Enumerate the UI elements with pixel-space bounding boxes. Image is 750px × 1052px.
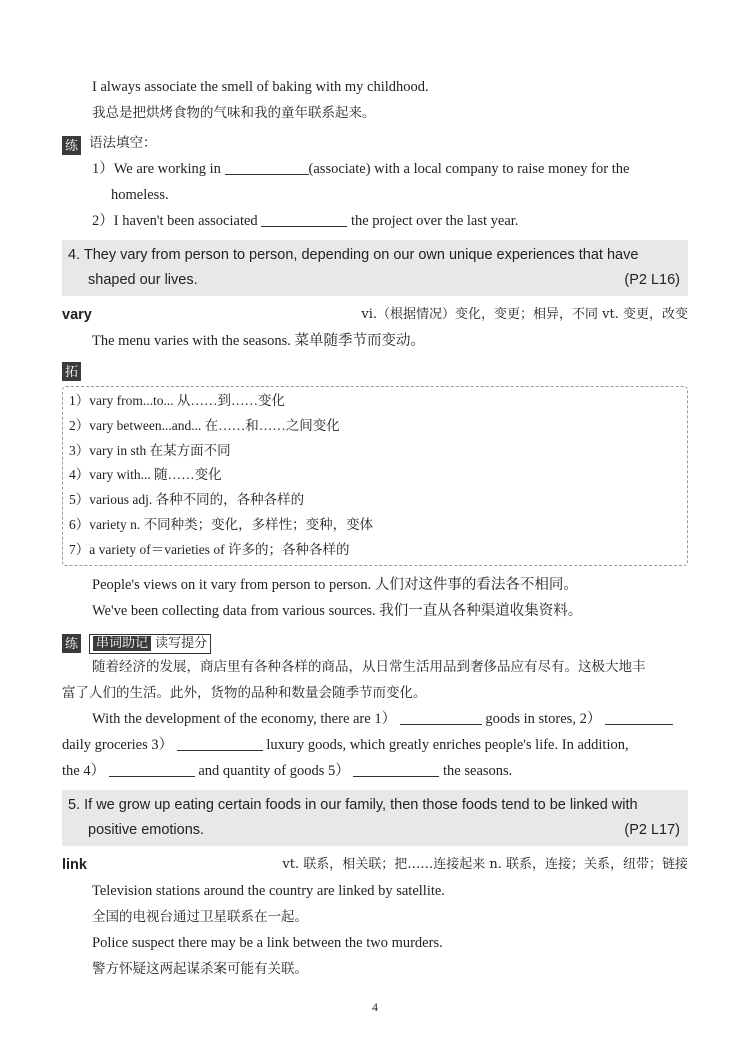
page-content [62, 74, 688, 982]
mnemonic-badge [89, 634, 211, 654]
expand-item: 5）various adj. 各种不同的，各种各样的 [69, 492, 305, 508]
passage-text: With the development of the economy, there are 1） [92, 710, 397, 727]
key-sentence-line: positive emotions. [88, 821, 205, 838]
expand-item: 1）vary from...to... 从……到……变化 [69, 393, 285, 408]
vocab-example: 全国的电视台通过卫星联系在一起。 [92, 908, 308, 925]
practice-header [62, 130, 688, 156]
expand-item: 4）vary with... 随……变化 [69, 467, 222, 483]
question-1 [62, 156, 688, 182]
practice-tag: 练 [62, 634, 81, 653]
expand-item: 6）variety n. 不同种类；变化，多样性；变种，变体 [69, 516, 374, 532]
passage-text: the seasons. [443, 762, 513, 779]
passage-text: goods in stores, 2） [485, 710, 602, 727]
answer-blank[interactable] [109, 762, 195, 777]
passage-en [62, 758, 688, 784]
vocab-entry-link [62, 852, 688, 878]
example-sentence-zh: 我总是把烘烤食物的气味和我的童年联系起来。 [92, 105, 376, 121]
reference: (P2 L17) [624, 821, 680, 838]
passage-zh: 随着经济的发展，商店里有各种各样的商品，从日常生活用品到奢侈品应有尽有。这极大地丰 [92, 658, 646, 675]
practice-tag: 练 [62, 136, 81, 155]
expand-tag: 拓 [62, 362, 81, 381]
vary-example: People's views on it vary from person to person. 人们对这件事的看法各不相同。 [92, 576, 578, 593]
key-sentence-4 [62, 240, 688, 296]
vocab-definition: vt. 联系，相关联；把……连接起来 n. 联系，连接；关系，纽带；链接 [282, 856, 688, 872]
vocab-word: link [62, 856, 87, 873]
question-text: (associate) with a local company to raise money for the [308, 161, 630, 177]
passage-text: and quantity of goods 5） [198, 762, 350, 779]
vocab-example: Television stations around the country are linked by satellite. [92, 882, 445, 899]
answer-blank[interactable] [605, 710, 673, 725]
question-1-continued: homeless. [111, 187, 169, 203]
expand-header [62, 356, 688, 382]
vocab-example: The menu varies with the seasons. 菜单随季节而变动。 [92, 333, 426, 349]
key-sentence-line: 4. They vary from person to person, depending on our own unique experiences that have [68, 247, 639, 263]
passage-text: the 4） [62, 762, 106, 779]
passage-text: luxury goods, which greatly enriches people's life. In addition, [266, 736, 629, 753]
answer-blank[interactable] [177, 736, 263, 751]
question-text: We are working in [113, 161, 221, 177]
vary-example: We've been collecting data from various sources. 我们一直从各种渠道收集资料。 [92, 602, 583, 619]
key-sentence-line: 5. If we grow up eating certain foods in our family, then those foods tend to be linked with [68, 796, 638, 813]
vocab-entry-vary [62, 302, 688, 328]
passage-en [62, 732, 688, 758]
mnemonic-label: 串词助记 [93, 636, 151, 651]
expand-item: 2）vary between...and... 在……和……之间变化 [69, 417, 340, 433]
vocab-example: Police suspect there may be a link between the two murders. [92, 934, 443, 951]
answer-blank[interactable] [225, 160, 309, 175]
passage-en [62, 706, 688, 732]
practice-title: 语法填空： [89, 135, 157, 151]
vocab-word: vary [62, 307, 92, 323]
vocab-example: 警方怀疑这两起谋杀案可能有关联。 [92, 960, 308, 977]
answer-blank[interactable] [400, 710, 482, 725]
answer-blank[interactable] [353, 762, 439, 777]
reference: (P2 L16) [624, 272, 680, 288]
question-number: 1） [92, 161, 114, 177]
question-text: the project over the last year. [350, 213, 519, 229]
example-sentence-en: I always associate the smell of baking with my childhood. [92, 79, 429, 95]
page-number: 4 [372, 1000, 378, 1014]
vocab-definition: vi.（根据情况）变化，变更；相异，不同 vt. 变更，改变 [361, 307, 688, 322]
practice-2-header [62, 628, 688, 654]
question-number: 2） [92, 213, 114, 229]
key-sentence-line: shaped our lives. [88, 272, 198, 288]
expand-item: 3）vary in sth 在某方面不同 [69, 442, 231, 458]
passage-zh: 富了人们的生活。此外，货物的品种和数量会随季节而变化。 [62, 684, 427, 701]
expand-item: 7）a variety of＝varieties of 许多的；各种各样的 [69, 541, 350, 557]
answer-blank[interactable] [261, 212, 347, 227]
expand-box [62, 386, 688, 566]
passage-text: daily groceries 3） [62, 736, 174, 753]
question-text: I haven't been associated [113, 213, 258, 229]
key-sentence-5 [62, 790, 688, 846]
question-2 [62, 208, 688, 234]
mnemonic-sub: 读写提分 [155, 635, 208, 651]
